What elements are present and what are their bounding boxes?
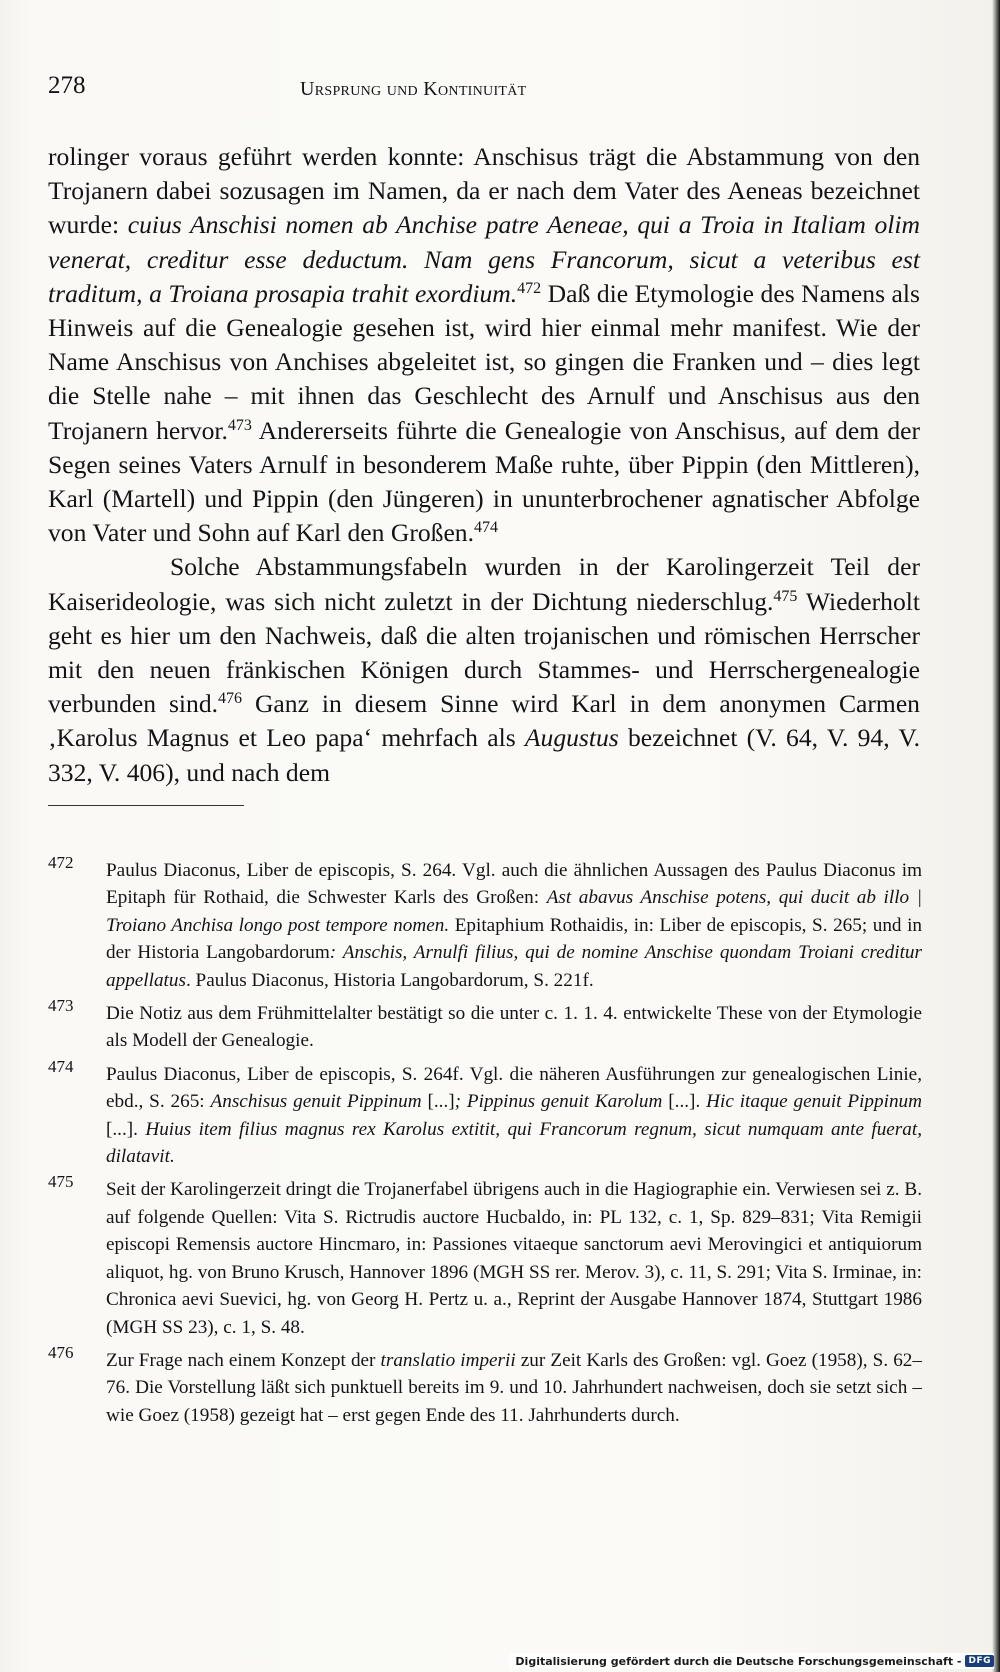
paragraph-1 [48,140,920,550]
text-run: [...] [421,1091,455,1113]
running-title: Ursprung und Kontinuität [300,78,527,100]
text-run: [...]. [662,1091,707,1113]
footnote-475 [48,1172,922,1340]
text-run: Wiederholt geht es hier um den Nachweis, daß die alten trojanischen und römischen Herrscher mit den neuen fränkischen Königen durch Stammes- und Herrschergenealogie verbunden sind. [48,586,920,719]
footnote-ref-474: 474 [474,519,498,537]
latin-quote: : Anschis, Arnulfi filius, qui de nomine Anschise quondam Troiani creditur appellatus [106,942,922,991]
text-run: Seit der Karolingerzeit dringt die Trojanerfabel übrigens auch in die Hagiographie ein. Verwiesen sei z. B. auf folgende Quellen: Vita S. Rictrudis auctore Hucbaldo, in: PL 132, c. 1, Sp. 829–831; Vita Remigii episcopi Remensis auctore Hincmaro, in: Passiones vitaeque sanctorum aevi Merovingici et antiquiorum aliquot, hg. von Bruno Krusch, Hannover 1896 (MGH SS rer. Merov. 3), c. 11, S. 291; Vita S. Irminae, in: Chronica aevi Suevici, hg. von Georg H. Pertz u. a., Reprint der Ausgabe Hannover 1874, Stuttgart 1986 (MGH SS 23), c. 1, S. 48. [106,1179,922,1338]
italic-term: Augustus [524,723,619,753]
page-number: 278 [48,72,86,99]
footnote-ref-473: 473 [227,416,252,434]
footnote-number: 474 [48,1056,74,1076]
main-text [48,140,920,790]
latin-quote: Huius item filius magnus rex Karolus extitit, qui Francorum regnum, sicut numquam ante fuerat, dilatavit. [106,1118,922,1168]
latin-quote: cuius Anschisi nomen ab Anchise patre Aeneae, qui a Troia in Italiam olim venerat, creditur esse deductum. Nam gens Francorum, sicut a veteribus est traditum, a Troiana prosapia trahit exordium. [48,210,920,308]
latin-quote: ; Pippinus genuit Karolum [454,1091,663,1113]
text-run: Ganz in diesem Sinne wird Karl in dem anonymen Carmen ‚Karolus Magnus et Leo papa‘ mehrfach als [48,689,920,753]
footnotes [48,853,923,1435]
footnote-473 [48,996,922,1055]
footnote-number: 475 [48,1172,74,1192]
text-run: Andererseits führte die Genealogie von Anschisus, auf dem der Segen seines Vaters Arnulf in besonderem Maße ruhte, über Pippin (den Mittleren), Karl (Martell) und Pippin (den Jüngeren) in ununterbrochener agnatischer Abfolge von Vater und Sohn auf Karl den Großen. [48,415,920,548]
footnote-separator [48,805,244,806]
text-run: Paulus Diaconus, Liber de episcopis, S. 264f. Vgl. die näheren Ausführungen zur genealogischen Linie, ebd., S. 265: [106,1063,922,1113]
text-run: Epitaphium Rothaidis, in: Liber de episcopis, S. 265; und in der Historia Langobardorum [106,914,922,964]
footnote-ref-476: 476 [218,690,243,708]
text-run: Paulus Diaconus, Liber de episcopis, S. 264. Vgl. auch die ähnlichen Aussagen des Paulus Diaconus im Epitaph für Rothaid, die Schwester Karls des Großen: [106,860,922,909]
text-run: rolinger voraus geführt werden konnte: Anschisus trägt die Abstammung von den Trojanern dabei sozusagen im Namen, da er nach dem Vater des Aeneas bezeichnet wurde: [48,142,920,240]
text-run: Solche Abstammungsfabeln wurden in der Karolingerzeit Teil der Kaiserideologie, was sich nicht zuletzt in der Dichtung niederschlug. [48,552,920,616]
footnote-number: 472 [48,853,74,872]
footnote-474 [48,1056,922,1171]
page-header [48,70,918,110]
text-run: bezeichnet (V. 64, V. 94, V. 332, V. 406), und nach dem [48,723,920,787]
text-run: Die Notiz aus dem Frühmittelalter bestätigt so die unter c. 1. 1. 4. entwickelte These von der Etymologie als Modell der Genealogie. [106,1003,922,1052]
page-edge-shadow [992,0,1000,1672]
text-run: zur Zeit Karls des Großen: vgl. Goez (1958), S. 62–76. Die Vorstellung läßt sich punktuell bereits im 9. und 10. Jahrhundert nachweisen, doch sie setzt sich – wie Goez (1958) gezeigt hat – erst gegen Ende des 11. Jahrhunderts durch. [106,1349,922,1426]
footer-text: Digitalisierung gefördert durch die Deutsche Forschungsgemeinschaft - [515,1654,962,1668]
text-run: Zur Frage nach einem Konzept der [106,1349,381,1371]
paragraph-2 [48,550,920,789]
footnote-476 [48,1342,922,1429]
footnote-ref-475: 475 [773,587,798,605]
footnote-number: 476 [48,1342,74,1362]
dfg-logo-icon: DFG [965,1655,994,1667]
footnote-472 [48,853,923,994]
latin-quote: Ast abavus Anschise potens, qui ducit ab illo | Troiano Anchisa longo post tempore nomen. [106,887,923,936]
footnote-number: 473 [48,996,74,1016]
latin-quote: Hic itaque genuit Pippinum [706,1091,922,1113]
text-run: [...]. [106,1118,146,1140]
latin-quote: Anschisus genuit Pippinum [210,1091,422,1113]
footnote-ref-472: 472 [517,279,542,297]
latin-term: translatio imperii [380,1349,516,1371]
text-run: . Paulus Diaconus, Historia Langobardorum, S. 221f. [185,969,594,991]
digitization-footer [509,1653,994,1669]
text-run: Daß die Etymologie des Namens als Hinweis auf die Genealogie gesehen ist, wird hier einmal mehr manifest. Wie der Name Anschisus von Anchises abgeleitet ist, so gingen die Franken und – dies legt die Stelle nahe – mit ihnen das Geschlecht des Arnulf und Anschisus aus den Trojanern hervor. [48,278,920,445]
